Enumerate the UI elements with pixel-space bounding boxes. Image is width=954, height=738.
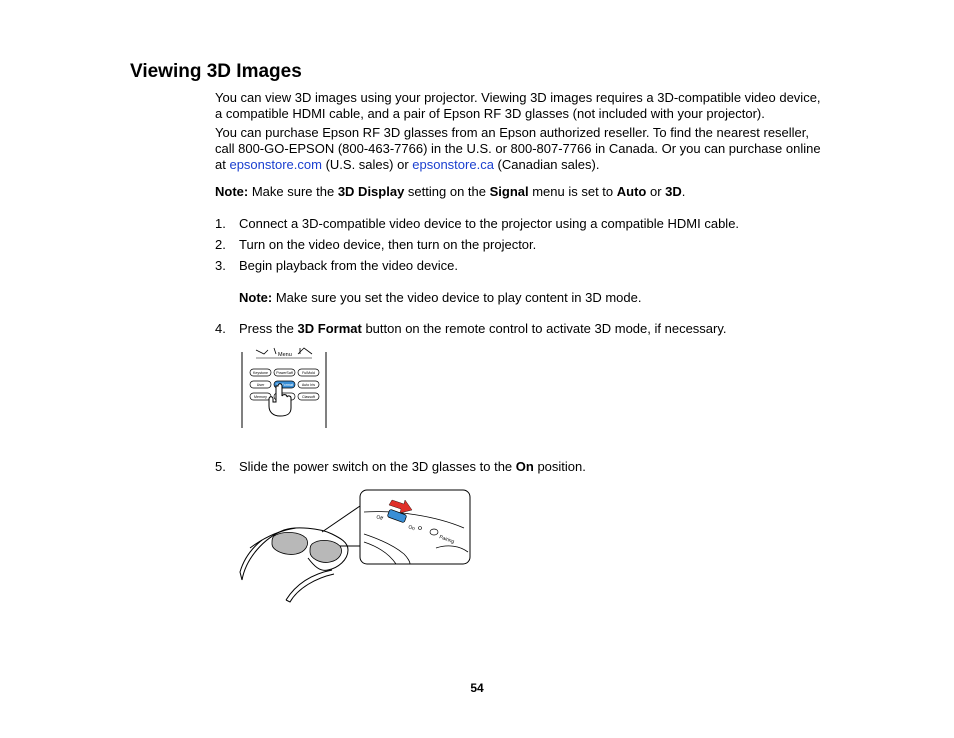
callout-line-top [322,506,360,532]
step-bold-on: On [515,459,534,474]
intro-text-b: (U.S. sales) or [321,157,413,172]
step-text: Connect a 3D-compatible video device to the projector using a compatible HDMI cable. [239,216,740,231]
remote-button-label: 3D Format [276,383,293,388]
note-3d-mode-text [239,290,641,306]
switch-off-label: Off [375,514,384,523]
note-label: Note: [215,184,249,199]
intro-text-c: (Canadian sales). [493,157,600,172]
step-number: 1. [215,216,226,231]
remote-button-label: FulMold [302,371,315,376]
note-text: setting on the [404,184,490,199]
remote-menu-label: Menu [278,352,292,358]
step-text [239,459,586,475]
note-label: Note: [239,290,273,305]
note-text: or [646,184,666,199]
note-text: menu is set to [528,184,617,199]
step-text: Begin playback from the video device. [239,258,458,273]
glasses-right-arm-inner [286,574,334,602]
switch-on-label: On [407,524,416,533]
glasses-right-arm [286,570,332,600]
left-lens [272,532,308,554]
step-text-part: button on the remote control to activate 3D mode, if necessary. [361,321,727,336]
note-text: . [681,184,686,199]
step-bold-3d-format: 3D Format [297,321,362,336]
note-bold-signal: Signal [489,184,529,199]
pairing-button [430,529,438,535]
epsonstore-ca-link[interactable]: epsonstore.ca [412,157,494,172]
remote-button-label: PowerSaff [276,371,293,376]
remote-button-label: User [256,383,265,388]
step-text [239,321,727,337]
step-text-part: Press the [239,321,298,336]
intro-paragraph-1: You can view 3D images using your projector. Viewing 3D images requires a 3D-compatible video device, a compatible HDMI cable, and a pair of Epson RF 3D glasses (not included with your projector). [215,90,821,121]
remote-control-illustration [238,344,332,430]
remote-button-label: Keystone [253,371,268,376]
pairing-label: Pairing [438,534,456,546]
remote-top-arrow-left [256,348,276,354]
step-number: 4. [215,321,226,336]
pointing-hand-icon [269,384,291,416]
step-number: 2. [215,237,226,252]
note-text: Make sure the [248,184,338,199]
remote-button-label: Classoft [302,395,315,400]
remote-top-arrow-right [298,348,312,354]
step-number: 3. [215,258,226,273]
step-number: 5. [215,459,226,474]
remote-button-label: Auto Iris [301,383,316,388]
epsonstore-com-link[interactable]: epsonstore.com [229,157,322,172]
intro-paragraph-2 [215,125,825,173]
step-text: Turn on the video device, then turn on the projector. [239,237,537,252]
3d-glasses-illustration [236,488,474,608]
step-text-part: Slide the power switch on the 3D glasses to the [239,459,516,474]
note-bold-3d: 3D [665,184,682,199]
note-3d-display [215,184,835,200]
remote-button-label: Memory [254,395,267,400]
page-number: 54 [470,681,484,695]
step-text-part: position. [533,459,586,474]
note-bold-auto: Auto [616,184,647,199]
note-bold-3d-display: 3D Display [337,184,405,199]
right-lens [310,540,342,562]
page-title: Viewing 3D Images [130,61,302,82]
note-text: Make sure you set the video device to play content in 3D mode. [272,290,642,305]
intro-text-a: You can purchase Epson RF 3D glasses from an Epson authorized reseller. To find the nearest reseller, call 800-GO-EPSON (800-463-7766) in the U.S. or 800-807-7766 in Canada. Or you can purchase online at [215,125,821,172]
